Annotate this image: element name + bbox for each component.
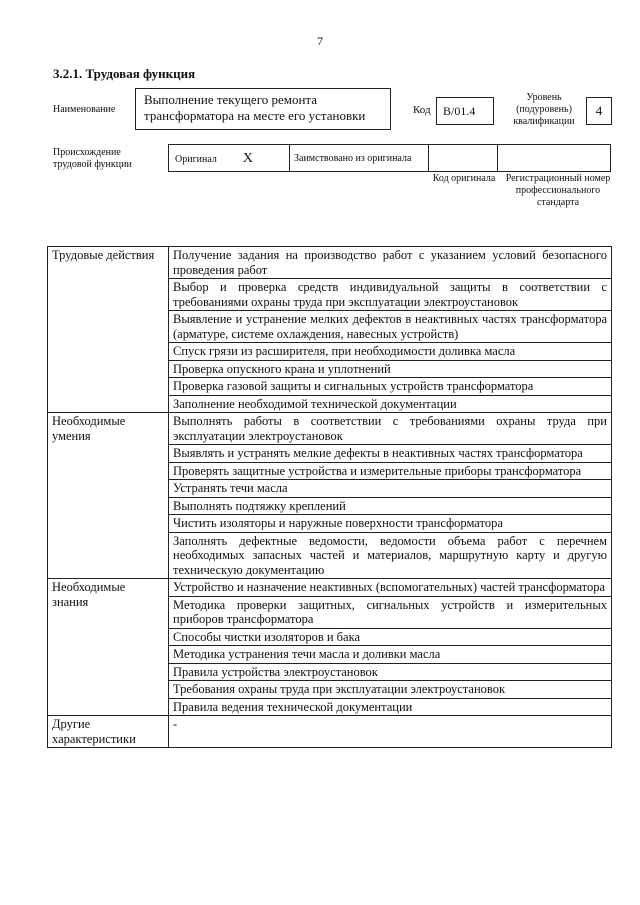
function-details-table bbox=[47, 246, 612, 748]
item-cell: - bbox=[169, 716, 612, 748]
origin-table bbox=[168, 144, 611, 172]
category-cell: Необходимые знания bbox=[48, 579, 169, 716]
function-name-box: Выполнение текущего ремонта трансформатора на месте его установки bbox=[135, 88, 391, 130]
borrowed-label: Заимствовано из оригинала bbox=[294, 152, 412, 164]
borrowed-cell bbox=[290, 145, 429, 172]
item-cell: Заполнение необходимой технической документации bbox=[169, 395, 612, 413]
item-cell: Устройство и назначение неактивных (вспомогательных) частей трансформатора bbox=[169, 579, 612, 597]
category-cell: Другие характеристики bbox=[48, 716, 169, 748]
reg-number-label: Регистрационный номер профессионального стандарта bbox=[505, 173, 611, 208]
table-row bbox=[48, 716, 612, 748]
page-number: 7 bbox=[317, 34, 323, 48]
reg-number-cell bbox=[498, 145, 611, 172]
code-original-cell bbox=[429, 145, 498, 172]
original-mark: X bbox=[242, 151, 254, 166]
item-cell: Требования охраны труда при эксплуатации электроустановок bbox=[169, 681, 612, 699]
item-cell: Выбор и проверка средств индивидуальной защиты в соответствии с требованиями охраны труда при эксплуатации электроустановок bbox=[169, 279, 612, 311]
item-cell: Проверка газовой защиты и сигнальных устройств трансформатора bbox=[169, 378, 612, 396]
item-cell: Выполнять подтяжку креплений bbox=[169, 497, 612, 515]
item-cell: Проверять защитные устройства и измерительные приборы трансформатора bbox=[169, 462, 612, 480]
level-value-box: 4 bbox=[586, 97, 612, 125]
item-cell: Выполнять работы в соответствии с требованиями охраны труда при эксплуатации электроустановок bbox=[169, 413, 612, 445]
item-cell: Устранять течи масла bbox=[169, 480, 612, 498]
table-row bbox=[48, 247, 612, 279]
item-cell: Методика устранения течи масла и доливки масла bbox=[169, 646, 612, 664]
code-label: Код bbox=[413, 104, 431, 116]
item-cell: Чистить изоляторы и наружные поверхности трансформатора bbox=[169, 515, 612, 533]
original-cell bbox=[169, 145, 290, 172]
item-cell: Выявлять и устранять мелкие дефекты в неактивных частях трансформатора bbox=[169, 445, 612, 463]
table-row bbox=[48, 579, 612, 597]
code-value-box: B/01.4 bbox=[436, 97, 494, 125]
category-cell: Необходимые умения bbox=[48, 413, 169, 579]
item-cell: Правила устройства электроустановок bbox=[169, 663, 612, 681]
item-cell: Способы чистки изоляторов и бака bbox=[169, 628, 612, 646]
item-cell: Проверка опускного крана и уплотнений bbox=[169, 360, 612, 378]
item-cell: Спуск грязи из расширителя, при необходимости доливка масла bbox=[169, 343, 612, 361]
level-label: Уровень (подуровень) квалификации bbox=[513, 92, 575, 127]
name-label: Наименование bbox=[53, 104, 116, 115]
function-details-body bbox=[48, 247, 612, 748]
item-cell: Заполнять дефектные ведомости, ведомости объема работ с перечнем необходимых запасных частей и материалов, маршрутную карту и другую техническую документацию bbox=[169, 532, 612, 579]
original-label: Оригинал bbox=[175, 154, 217, 165]
item-cell: Методика проверки защитных, сигнальных устройств и измерительных приборов трансформатора bbox=[169, 596, 612, 628]
section-title: 3.2.1. Трудовая функция bbox=[53, 66, 196, 81]
category-cell: Трудовые действия bbox=[48, 247, 169, 413]
item-cell: Получение задания на производство работ с указанием условий безопасного проведения работ bbox=[169, 247, 612, 279]
code-original-label: Код оригинала bbox=[432, 173, 496, 184]
table-row bbox=[48, 413, 612, 445]
origin-label: Происхождение трудовой функции bbox=[53, 147, 132, 170]
item-cell: Правила ведения технической документации bbox=[169, 698, 612, 716]
item-cell: Выявление и устранение мелких дефектов в неактивных частях трансформатора (арматуре, системе охлаждения, навесных устройств) bbox=[169, 311, 612, 343]
